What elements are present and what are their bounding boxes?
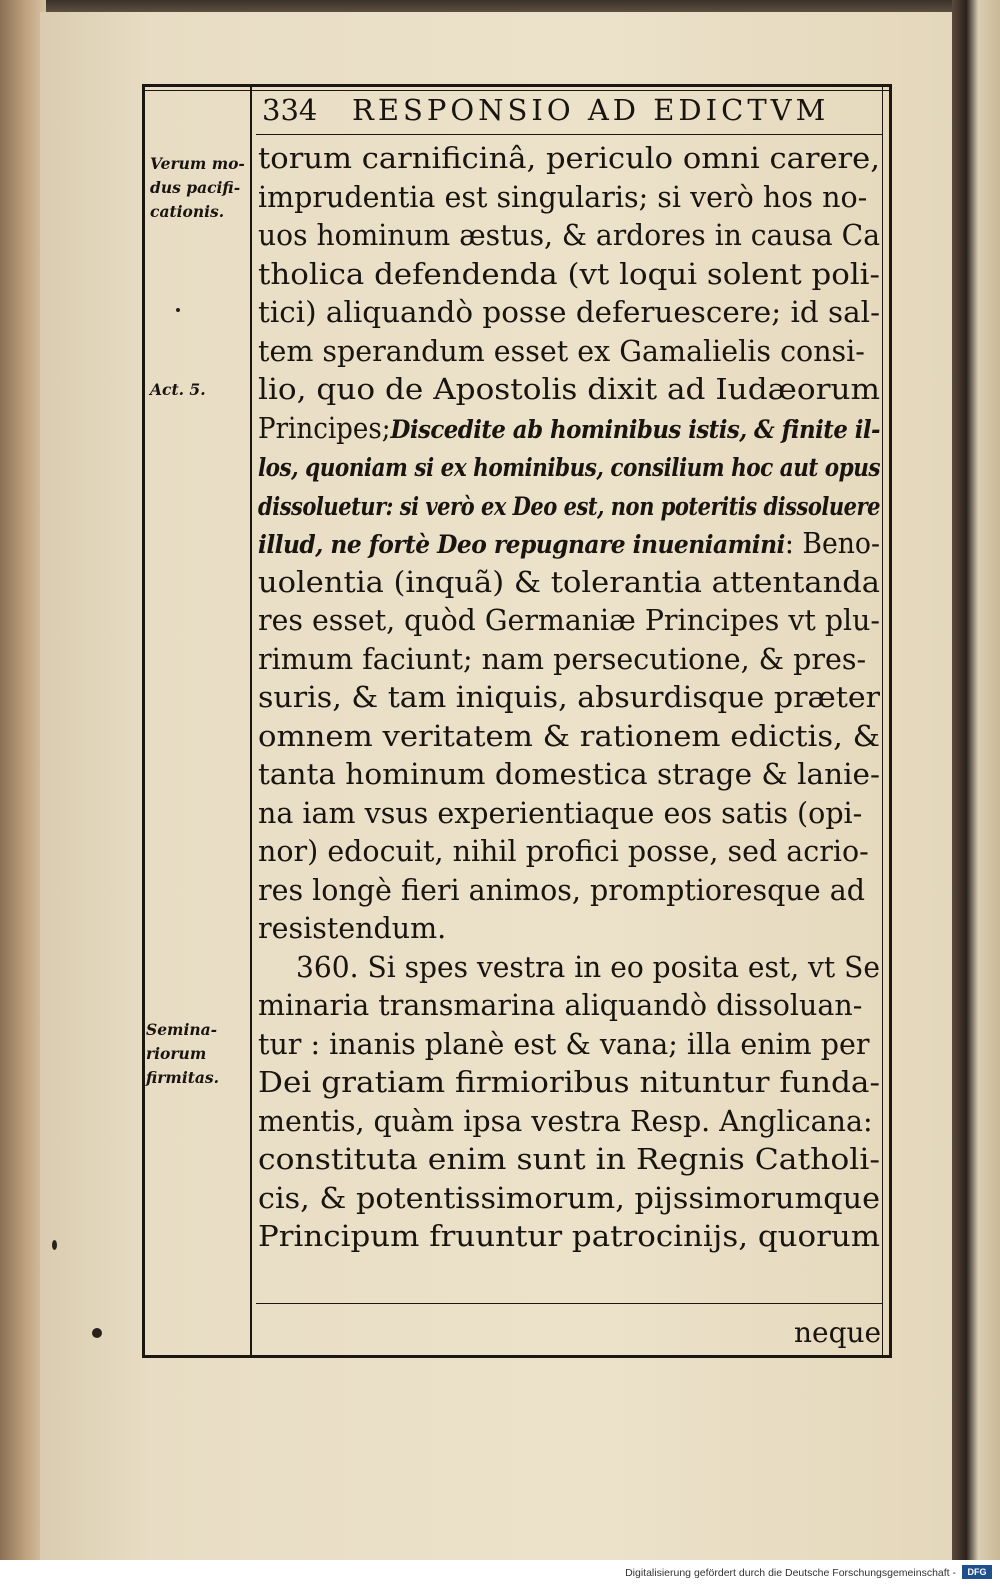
running-title: RESPONSIO AD EDICTVM <box>352 93 830 127</box>
margin-note-line: cationis. <box>150 202 225 221</box>
text-line <box>258 795 884 834</box>
text-line <box>258 179 884 218</box>
text-line <box>258 910 884 949</box>
text-line <box>258 718 884 757</box>
text-line-content: nor) edocuit, nihil profici posse, sed acrio- <box>258 835 869 868</box>
text-line <box>258 872 884 911</box>
text-line-content <box>258 487 880 527</box>
text-line-content: Principum fruuntur patrocinijs, quorum <box>258 1220 881 1253</box>
text-line <box>258 564 884 603</box>
margin-note-line: Verum mo- <box>150 154 245 173</box>
margin-note <box>150 378 206 402</box>
text-line <box>258 140 884 179</box>
text-line-content: tem sperandum esset ex Gamalielis consi- <box>258 334 865 368</box>
text-line-content: cis, & potentissimorum, pijssimorumque <box>258 1181 880 1215</box>
text-line <box>258 333 884 372</box>
text-line <box>258 294 884 333</box>
margin-column-rule <box>250 84 252 1358</box>
margin-note-line: Act. 5. <box>150 380 206 399</box>
text-line-content: constituta enim sunt in Regnis Catholi- <box>258 1143 881 1176</box>
text-line <box>258 256 884 295</box>
text-segment: : Beno- <box>784 527 880 560</box>
digitization-credit: Digitalisierung gefördert durch die Deutsche Forschungsgemeinschaft - <box>625 1567 956 1579</box>
dfg-logo: DFG <box>962 1565 992 1579</box>
text-line-content: na iam vsus experientiaque eos satis (opi- <box>258 796 863 830</box>
text-line <box>258 602 884 641</box>
text-line <box>258 1026 884 1065</box>
text-line-content: Dei gratiam firmioribus nituntur funda- <box>258 1066 881 1099</box>
text-line-content: res esset, quòd Germaniæ Principes vt plu- <box>258 604 880 637</box>
text-line <box>258 641 884 680</box>
page-number: 334 <box>262 93 318 127</box>
text-line <box>258 371 884 410</box>
footer-rule <box>256 1303 882 1304</box>
text-line-content: lio, quo de Apostolis dixit ad Iudæorum <box>258 373 880 406</box>
text-line-content: rimum faciunt; nam persecutione, & pres- <box>258 642 867 676</box>
text-line-content: tur : inanis planè est & vana; illa enim per <box>258 1027 870 1061</box>
text-line <box>258 949 884 988</box>
right-page-gutter <box>952 0 1000 1588</box>
text-line-content: mentis, quàm ipsa vestra Resp. Anglicana: <box>258 1104 873 1138</box>
text-line <box>258 487 884 526</box>
text-line-content: imprudentia est singularis; si verò hos no- <box>258 180 868 214</box>
text-line <box>258 756 884 795</box>
scripture-quote: dissoluetur: si verò ex Deo est, non poteritis dissoluere <box>258 491 881 521</box>
text-line <box>258 1141 884 1180</box>
ink-spot <box>92 1328 102 1338</box>
text-line <box>258 1103 884 1142</box>
text-line <box>258 1064 884 1103</box>
text-line-content: 360. Si spes vestra in eo posita est, vt Se <box>296 950 880 984</box>
text-line <box>258 679 884 718</box>
text-line-content <box>258 410 880 450</box>
text-line <box>258 410 884 449</box>
text-line-content: tici) aliquandò posse deferuescere; id sal- <box>258 296 881 329</box>
scripture-quote: Discedite ab hominibus istis, & finite il- <box>390 414 881 444</box>
margin-note-line: riorum <box>146 1044 207 1063</box>
text-line <box>258 987 884 1026</box>
text-line-content: tholica defendenda (vt loqui solent poli- <box>258 257 880 291</box>
margin-note-line: dus pacifi- <box>150 178 241 197</box>
ink-spot <box>176 308 180 312</box>
text-line-content: resistendum. <box>258 912 447 945</box>
margin-note-line: Semina- <box>146 1020 218 1039</box>
text-line <box>258 525 884 564</box>
text-line-content: res longè fieri animos, promptioresque ad <box>258 873 865 907</box>
text-line-content: uolentia (inquã) & tolerantia attentanda <box>258 565 880 599</box>
text-line-content <box>258 448 880 488</box>
margin-note <box>150 152 245 224</box>
text-line-content <box>258 525 880 565</box>
text-line <box>258 1180 884 1219</box>
frame-inner-rule <box>142 90 892 91</box>
text-line-content: minaria transmarina aliquandò dissoluan- <box>258 989 863 1022</box>
catchword: neque <box>794 1316 882 1349</box>
text-line-content: suris, & tam iniquis, absurdisque præter <box>258 681 881 714</box>
ink-spot <box>52 1240 57 1250</box>
text-line-content: tanta hominum domestica strage & lanie- <box>258 758 881 791</box>
text-line <box>258 448 884 487</box>
text-line-content: torum carnificinâ, periculo omni carere, <box>258 142 881 175</box>
scripture-quote: illud, ne fortè Deo repugnare inueniamini <box>258 530 785 559</box>
text-line <box>258 833 884 872</box>
header-rule <box>256 134 882 135</box>
text-line-content: uos hominum æstus, & ardores in causa Ca <box>258 219 880 252</box>
text-line <box>258 1218 884 1257</box>
text-line <box>258 217 884 256</box>
text-line-content: omnem veritatem & rationem edictis, & <box>258 719 881 753</box>
text-segment: Principes; <box>258 411 391 445</box>
main-text-block <box>258 140 884 1257</box>
margin-note <box>146 1018 219 1090</box>
scripture-quote: los, quoniam si ex hominibus, consilium hoc aut opus <box>258 453 881 482</box>
margin-note-line: firmitas. <box>146 1068 220 1087</box>
